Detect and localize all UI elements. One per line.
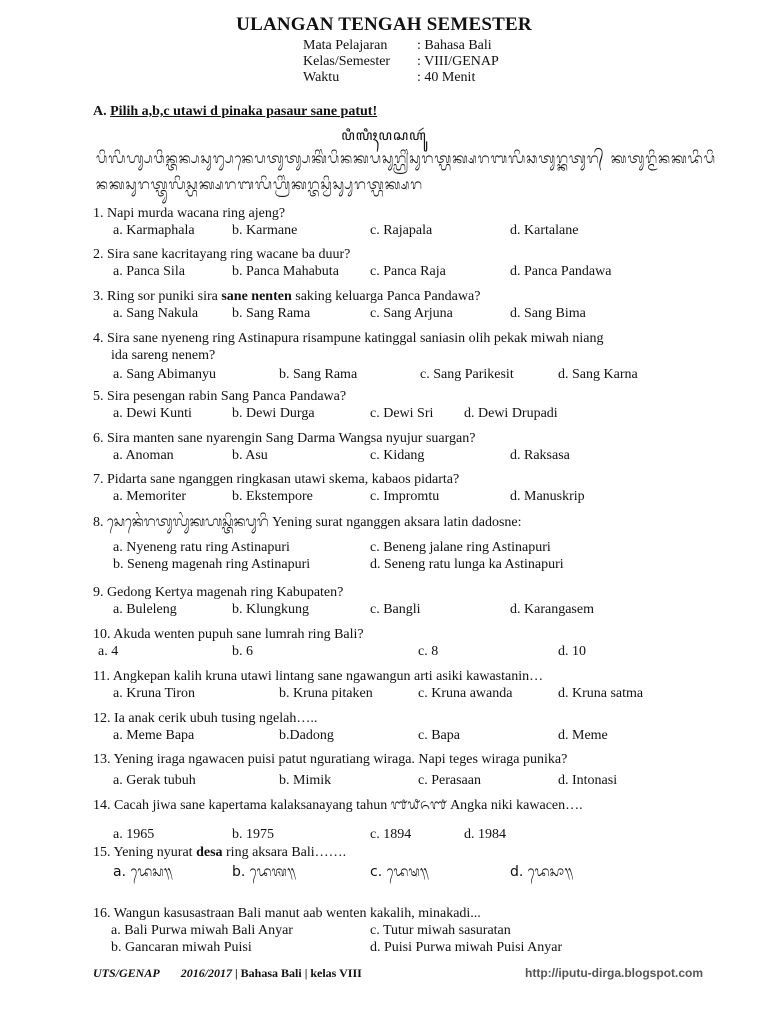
question-2 <box>93 246 713 280</box>
footer-subject: | Bahasa Bali | kelas VIII <box>232 966 362 980</box>
footer-year: 2016/2017 <box>180 966 233 980</box>
option-b[interactable]: b. Mimik <box>279 773 332 788</box>
question-number: 8. <box>93 515 104 530</box>
option-a[interactable]: a. Meme Bapa <box>113 728 195 743</box>
option-b[interactable]: b. Gancaran miwah Puisi <box>111 940 252 955</box>
option-d[interactable]: d. ᬤᬾᬲᬵ᭟ <box>510 864 574 880</box>
option-c[interactable]: c. 8 <box>418 644 439 659</box>
options <box>93 305 713 322</box>
question-number: 12. <box>93 711 111 726</box>
option-b[interactable]: b. Panca Mahabuta <box>232 264 339 279</box>
question-number: 4. <box>93 331 104 346</box>
question-stem: Gedong Kertya magenah ring Kabupaten? <box>107 585 344 600</box>
option-c[interactable]: c. Panca Raja <box>370 264 446 279</box>
question-number: 14. <box>93 798 111 813</box>
question-7 <box>93 471 713 505</box>
question-stem: Sira manten sane nyarengin Sang Darma Wangsa nyujur suargan? <box>107 431 476 446</box>
option-c[interactable]: c. Kruna awanda <box>418 686 513 701</box>
option-c[interactable]: c. ᬤᬾᬱ᭟ <box>370 864 429 880</box>
option-c[interactable]: c. 1894 <box>370 827 412 842</box>
question-1 <box>93 205 713 239</box>
question-number: 11. <box>93 669 110 684</box>
options <box>93 864 713 881</box>
option-c[interactable]: c. Sang Parikesit <box>420 367 514 382</box>
bali-script-title: ꦥꦶꦭꦶꦃꦥꦱꦲꦸꦂ <box>341 128 427 144</box>
meta-value-time: : 40 Menit <box>417 70 476 85</box>
question-number: 5. <box>93 389 104 404</box>
question-stem: Cacah jiwa sane kapertama kalaksanayang tahun <box>114 798 391 813</box>
question-number: 13. <box>93 752 111 767</box>
options <box>93 826 713 843</box>
options <box>93 922 713 956</box>
question-number: 10. <box>93 627 111 642</box>
option-c[interactable]: c. Impromtu <box>370 489 440 504</box>
question-5 <box>93 388 713 422</box>
option-b[interactable]: b. ᬤᬾᬰ᭟ <box>232 864 296 880</box>
question-stem: Sira sane kacritayang ring wacane ba duur? <box>107 247 351 262</box>
options <box>93 685 713 702</box>
question-14 <box>93 797 713 843</box>
option-a[interactable]: a. Dewi Kunti <box>113 406 192 421</box>
question-stem-bali-numeral: ᭑᭙᭖᭑ <box>390 797 447 813</box>
page-footer <box>93 966 703 981</box>
option-d[interactable]: d. Sang Karna <box>558 367 638 382</box>
option-d[interactable]: d. Meme <box>558 728 608 743</box>
option-d[interactable]: d. Sang Bima <box>510 306 586 321</box>
option-a[interactable]: a. Gerak tubuh <box>113 773 196 788</box>
option-b[interactable]: b. Karmane <box>232 223 298 238</box>
option-d[interactable]: d. Kruna satma <box>558 686 644 701</box>
option-d[interactable]: d. Panca Pandawa <box>510 264 612 279</box>
page-title: ULANGAN TENGAH SEMESTER <box>236 14 532 35</box>
bali-script-instruction: ᬧᬶᬮᬶᬳ᭄ᬲᬯᬶᬦ᭄ᬢᬦ᭄ᬧᬲᬸᬭ᭄ᬲᬦᬾᬧᬢᬸᬢ᭄ᬲᬓᬶᬂᬧᬶᬦᬓᬧᬲᬸᬭ᭄ᬳ᭄ᬭᬶᬂᬲᬸᬭᬢ᭄ᬳᬓ᭄ᬱᬭᬩᬮᬶᬘᬢᬸᬭ᭄ᬓᬢᬸᬭ᭄ ᬓᬢᬸᬭ᭄ᬫᬶᬦᬓᬤᬶᬧᬶᬦᬓᬲᬸᬭᬢ᭄ᬢᬸᬮᬶᬲ᭄ᬳᬓ᭄ᬱᬭᬩᬮᬶᬳ᭄ᬭᬶᬂᬓᬭ᭄ᬢᬲ᭄ᬯᬶᬲ᭄ᬲᬸᬭᬢ᭄ᬳᬓ᭄ᬱᬭ <box>96 151 716 193</box>
question-stem-end: ring aksara Bali……. <box>222 845 347 860</box>
meta-key-subject: Mata Pelajaran <box>303 38 388 53</box>
option-b[interactable]: b. Asu <box>232 448 268 463</box>
question-number: 2. <box>93 247 104 262</box>
option-a[interactable]: a. Karmaphala <box>113 223 195 238</box>
question-number: 7. <box>93 472 104 487</box>
footer-exam-code: UTS/GENAP <box>93 966 160 980</box>
option-d[interactable]: d. Dewi Drupadi <box>464 406 558 421</box>
option-b[interactable]: b.Dadong <box>279 728 334 743</box>
question-stem-bali-script: ᬲᬾᬦᬾᬂᬭᬢᬸᬮᬸᬂᬓᬳᬲ᭄ᬢᬶᬦᬧᬸᬭᬶ <box>107 514 269 530</box>
option-c[interactable]: c. Bapa <box>418 728 460 743</box>
question-stem: Angkepan kalih kruna utawi lintang sane ngawangun arti asiki kawastanin… <box>112 669 544 684</box>
options <box>93 366 713 383</box>
option-d[interactable]: d. 1984 <box>464 827 506 842</box>
section-instruction: Pilih a,b,c utawi d pinaka pasaur sane patut! <box>110 104 378 119</box>
option-b[interactable]: b. Klungkung <box>232 602 309 617</box>
option-d[interactable]: d. Raksasa <box>510 448 570 463</box>
question-stem: Ia anak cerik ubuh tusing ngelah….. <box>114 711 318 726</box>
question-number: 16. <box>93 906 111 921</box>
options <box>93 447 713 464</box>
option-a[interactable]: a. Nyeneng ratu ring Astinapuri <box>113 540 290 555</box>
question-stem: Napi murda wacana ring ajeng? <box>107 206 286 221</box>
question-6 <box>93 430 713 464</box>
option-c[interactable]: c. Sang Arjuna <box>370 306 453 321</box>
option-a[interactable]: a. Sang Abimanyu <box>113 367 217 382</box>
options <box>93 263 713 280</box>
question-stem: Sira sane nyeneng ring Astinapura risampune katinggal saniasin olih pekak miwah niang <box>107 331 604 346</box>
question-8 <box>93 514 713 573</box>
footer-url-link[interactable]: http://iputu-dirga.blogspot.com <box>525 966 703 980</box>
options <box>93 539 713 573</box>
question-13 <box>93 751 713 789</box>
question-stem: Yening nyurat <box>113 845 197 860</box>
option-b[interactable]: b. Ekstempore <box>232 489 313 504</box>
question-3 <box>93 288 713 322</box>
question-number: 6. <box>93 431 104 446</box>
section-label: A. <box>93 104 107 119</box>
option-d[interactable]: d. Kartalane <box>510 223 579 238</box>
question-stem-end: saking keluarga Panca Pandawa? <box>291 289 481 304</box>
option-c[interactable]: c. Bangli <box>370 602 421 617</box>
option-c[interactable]: c. Tutur miwah sasuratan <box>370 923 511 938</box>
option-c[interactable]: c. Kidang <box>370 448 425 463</box>
option-b[interactable]: b. 1975 <box>232 827 274 842</box>
option-d[interactable]: d. Puisi Purwa miwah Puisi Anyar <box>370 940 563 955</box>
exam-meta <box>303 38 499 86</box>
option-b[interactable]: b. Sang Rama <box>279 367 358 382</box>
option-d[interactable]: d. 10 <box>558 644 586 659</box>
question-15 <box>93 844 713 881</box>
question-stem: Yening surat nganggen aksara latin dadosne: <box>268 515 522 530</box>
meta-key-time: Waktu <box>303 70 340 85</box>
question-stem: Pidarta sane nganggen ringkasan utawi skema, kabaos pidarta? <box>107 472 460 487</box>
option-a[interactable]: a. Bali Purwa miwah Bali Anyar <box>111 923 293 938</box>
question-stem-line-2: ida sareng nenem? <box>111 348 216 363</box>
option-a[interactable]: a. 1965 <box>113 827 155 842</box>
option-b[interactable]: b. Dewi Durga <box>232 406 315 421</box>
meta-key-class: Kelas/Semester <box>303 54 391 69</box>
option-a[interactable]: a. Anoman <box>113 448 174 463</box>
options <box>93 727 713 744</box>
option-c[interactable]: c. Dewi Sri <box>370 406 434 421</box>
option-b[interactable]: b. Kruna pitaken <box>279 686 373 701</box>
question-stem: Wangun kasusastraan Bali manut aab wenten kakalih, minakadi... <box>113 906 481 921</box>
option-a[interactable]: a. 4 <box>98 644 119 659</box>
question-stem: Ring sor puniki sira <box>107 289 222 304</box>
question-11 <box>93 668 713 702</box>
option-a[interactable]: a. Sang Nakula <box>113 306 199 321</box>
question-12 <box>93 710 713 744</box>
question-stem-end: Angka niki kawacen…. <box>446 798 583 813</box>
question-number: 15. <box>93 845 111 860</box>
option-a[interactable]: a. Kruna Tiron <box>113 686 196 701</box>
option-d[interactable]: d. Seneng ratu lunga ka Astinapuri <box>370 557 564 572</box>
option-b[interactable]: b. Sang Rama <box>232 306 311 321</box>
question-stem-emphasis: desa <box>196 845 223 860</box>
option-d[interactable]: d. Karangasem <box>510 602 594 617</box>
option-c[interactable]: c. Beneng jalane ring Astinapuri <box>370 540 551 555</box>
section-a-heading <box>93 104 377 120</box>
question-number: 3. <box>93 289 104 304</box>
options <box>93 488 713 505</box>
question-stem: Akuda wenten pupuh sane lumrah ring Bali? <box>113 627 364 642</box>
option-b[interactable]: b. 6 <box>232 644 253 659</box>
question-16 <box>93 905 713 956</box>
option-d[interactable]: d. Manuskrip <box>510 489 585 504</box>
option-a[interactable]: a. Buleleng <box>113 602 177 617</box>
options <box>93 405 713 422</box>
question-stem: Sira pesengan rabin Sang Panca Pandawa? <box>107 389 347 404</box>
question-10 <box>93 626 713 660</box>
option-a[interactable]: a. ᬤᬾᬲ᭟ <box>113 864 173 880</box>
question-number: 1. <box>93 206 104 221</box>
meta-value-class: : VIII/GENAP <box>417 54 499 69</box>
question-number: 9. <box>93 585 104 600</box>
options <box>93 772 713 789</box>
option-a[interactable]: a. Memoriter <box>113 489 187 504</box>
options <box>93 643 713 660</box>
option-b[interactable]: b. Seneng magenah ring Astinapuri <box>113 557 311 572</box>
meta-value-subject: : Bahasa Bali <box>417 38 492 53</box>
question-4 <box>93 330 713 383</box>
question-9 <box>93 584 713 618</box>
question-stem-emphasis: sane nenten <box>221 289 292 304</box>
option-c[interactable]: c. Perasaan <box>418 773 481 788</box>
option-d[interactable]: d. Intonasi <box>558 773 618 788</box>
question-stem: Yening iraga ngawacen puisi patut nguratiang wiraga. Napi teges wiraga punika? <box>113 752 568 767</box>
option-c[interactable]: c. Rajapala <box>370 223 433 238</box>
options <box>93 222 713 239</box>
options <box>93 601 713 618</box>
option-a[interactable]: a. Panca Sila <box>113 264 185 279</box>
